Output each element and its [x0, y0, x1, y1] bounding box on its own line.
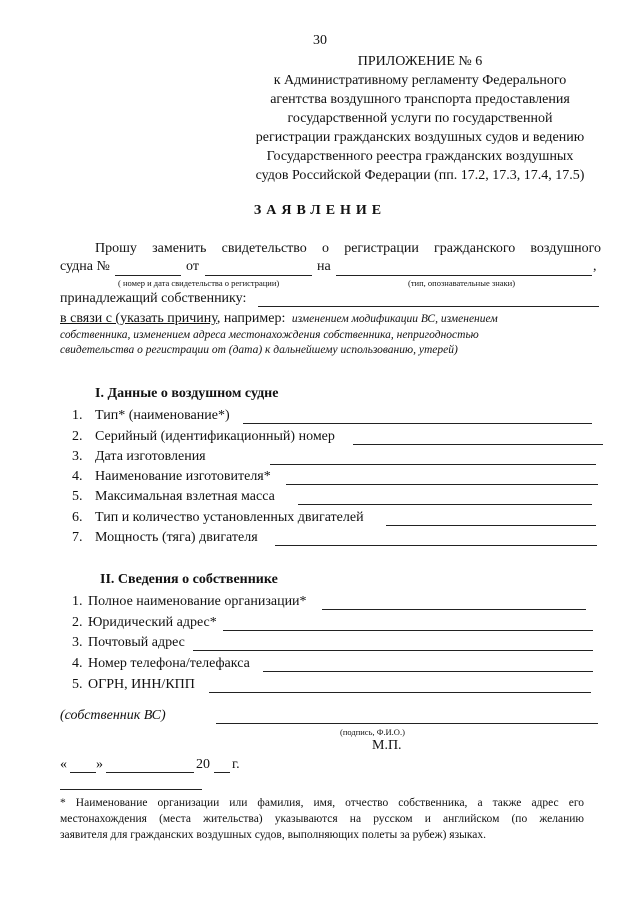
owner-field[interactable]	[258, 306, 599, 307]
engine-power-input[interactable]	[275, 545, 597, 546]
footnote-line: * Наименование организации или фамилия, имя, отчество собственника, а также адрес его	[60, 797, 584, 809]
postal-address-input[interactable]	[193, 650, 593, 651]
hint-number-date: ( номер и дата свидетельства о регистрации)	[118, 278, 280, 288]
owner-item-num: 5.	[72, 677, 83, 692]
on-label: на	[317, 259, 331, 274]
reason-label: в связи с (указать причину	[60, 311, 217, 326]
footnote-line: местонахождения (места жительства) указываются на русском и английском (по желанию	[60, 813, 584, 825]
aircraft-item-num: 3.	[72, 449, 83, 464]
appendix-line: государственной услуги по государственной	[287, 111, 553, 126]
aircraft-item-label: Наименование изготовителя*	[95, 469, 271, 484]
aircraft-item-label: Тип* (наименование*)	[95, 408, 230, 423]
vessel-number-field[interactable]	[115, 275, 181, 276]
manufacturer-input[interactable]	[286, 484, 598, 485]
appendix-line: к Административному регламенту Федерального	[273, 73, 567, 88]
signature-field[interactable]	[216, 723, 598, 724]
date-year-field[interactable]	[214, 772, 230, 773]
owner-item-label: Почтовый адрес	[88, 635, 185, 650]
appendix-line: агентства воздушного транспорта предоставления	[270, 92, 570, 107]
certificate-date-field[interactable]	[205, 275, 312, 276]
owner-item-num: 3.	[72, 635, 83, 650]
appendix-line: судов Российской Федерации (пп. 17.2, 17.3, 17.4, 17.5)	[255, 168, 585, 183]
reason-example: собственника, изменением адреса местонахождения собственника, непригодностью	[60, 329, 479, 341]
aircraft-item-num: 4.	[72, 469, 83, 484]
engines-input[interactable]	[386, 525, 596, 526]
appendix-line: регистрации гражданских воздушных судов и ведению	[255, 130, 585, 145]
comma: ,	[593, 259, 597, 274]
date-month-field[interactable]	[106, 772, 194, 773]
stamp-label: М.П.	[372, 738, 402, 753]
page-number: 30	[313, 33, 327, 48]
date-close-quote: »	[96, 757, 103, 772]
vessel-number-label: судна №	[60, 259, 110, 274]
aircraft-item-label: Тип и количество установленных двигателей	[95, 510, 364, 525]
owner-item-num: 4.	[72, 656, 83, 671]
reason-example: свидетельства о регистрации от (дата) к дальнейшему использованию, утерей)	[60, 344, 458, 356]
appendix-heading: ПРИЛОЖЕНИЕ № 6	[357, 54, 483, 69]
org-name-input[interactable]	[322, 609, 586, 610]
phone-fax-input[interactable]	[263, 671, 593, 672]
owner-signature-label: (собственник ВС)	[60, 708, 166, 723]
section-owner-title: II. Сведения о собственнике	[100, 572, 278, 587]
owner-item-label: Полное наименование организации*	[88, 594, 307, 609]
owner-item-label: Номер телефона/телефакса	[88, 656, 250, 671]
aircraft-item-num: 7.	[72, 530, 83, 545]
owner-label: принадлежащий собственнику:	[60, 291, 247, 306]
signature-hint: (подпись, Ф.И.О.)	[340, 727, 405, 737]
reason-example: изменением модификации ВС, изменением	[291, 313, 498, 325]
reason-suffix: , например:	[216, 311, 286, 326]
aircraft-item-num: 1.	[72, 408, 83, 423]
max-takeoff-mass-input[interactable]	[298, 504, 592, 505]
footnote-separator	[60, 789, 202, 790]
aircraft-item-label: Мощность (тяга) двигателя	[95, 530, 258, 545]
document-title: ЗАЯВЛЕНИЕ	[253, 203, 387, 218]
appendix-line: Государственного реестра гражданских воздушных	[266, 149, 574, 164]
from-label: от	[186, 259, 199, 274]
ogrn-inn-kpp-input[interactable]	[209, 692, 591, 693]
hint-type: (тип, опознавательные знаки)	[408, 278, 516, 288]
request-line: Прошу заменить свидетельство о регистрации гражданского воздушного	[95, 241, 601, 256]
date-day-field[interactable]	[70, 772, 96, 773]
owner-item-num: 2.	[72, 615, 83, 630]
aircraft-item-label: Максимальная взлетная масса	[95, 489, 275, 504]
aircraft-item-num: 5.	[72, 489, 83, 504]
aircraft-type-input[interactable]	[243, 423, 592, 424]
serial-number-input[interactable]	[353, 444, 603, 445]
aircraft-item-label: Дата изготовления	[95, 449, 206, 464]
date-open-quote: «	[60, 757, 67, 772]
aircraft-type-field[interactable]	[336, 275, 592, 276]
owner-item-num: 1.	[72, 594, 83, 609]
reason-line	[60, 311, 498, 327]
legal-address-input[interactable]	[223, 630, 593, 631]
aircraft-item-num: 2.	[72, 429, 83, 444]
owner-item-label: Юридический адрес*	[88, 615, 217, 630]
section-aircraft-title: I. Данные о воздушном судне	[95, 386, 279, 401]
date-year-suffix: г.	[232, 757, 240, 772]
owner-item-label: ОГРН, ИНН/КПП	[88, 677, 195, 692]
aircraft-item-label: Серийный (идентификационный) номер	[95, 429, 335, 444]
date-year-prefix: 20	[196, 757, 210, 772]
footnote-line: заявителя для гражданских воздушных судов, выполняющих полеты за рубеж) языках.	[60, 829, 486, 841]
manufacture-date-input[interactable]	[270, 464, 596, 465]
aircraft-item-num: 6.	[72, 510, 83, 525]
